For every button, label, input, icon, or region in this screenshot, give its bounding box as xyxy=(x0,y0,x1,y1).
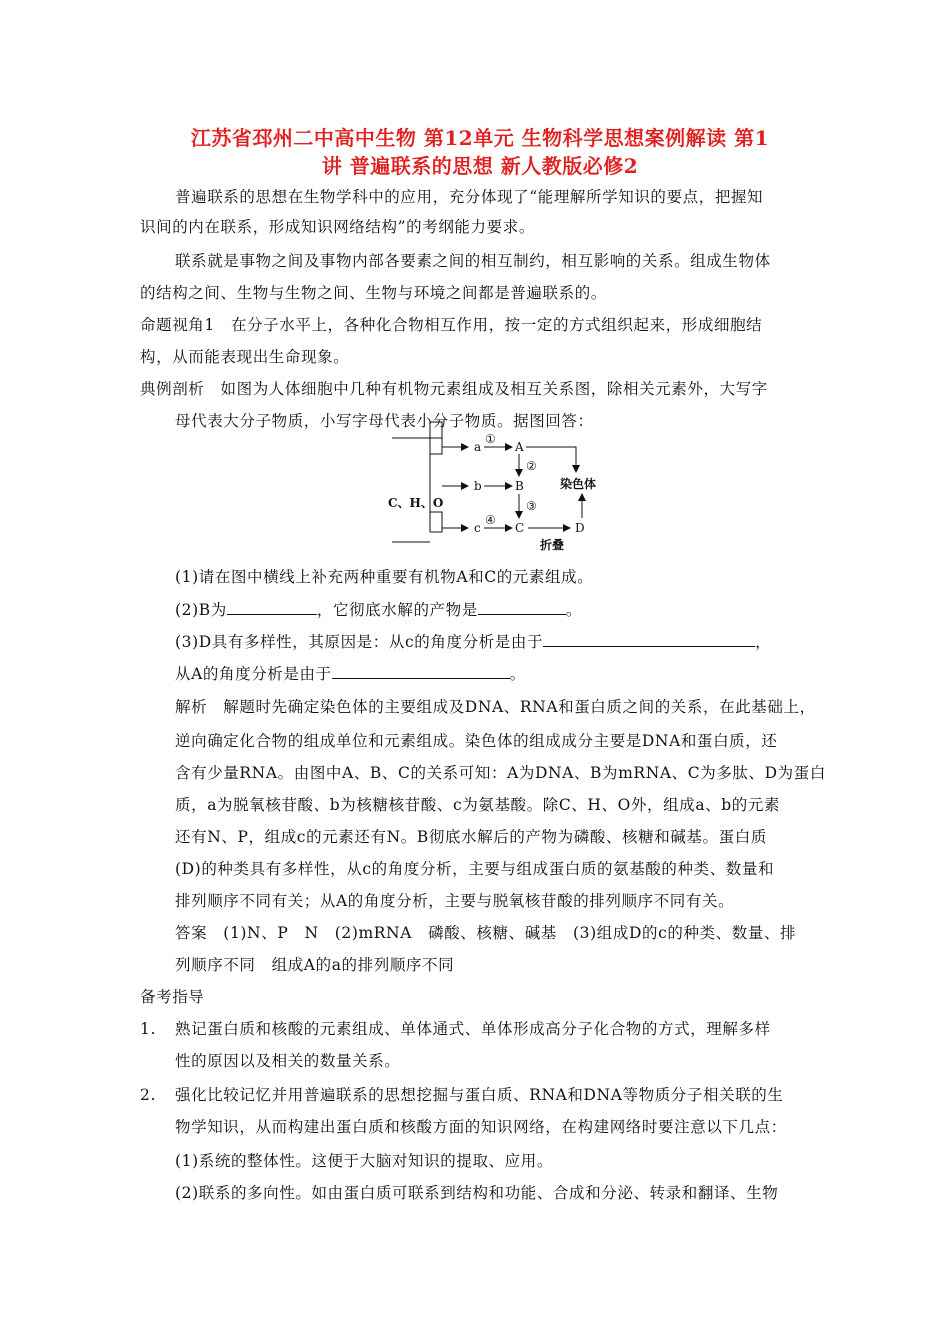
example-line-1: 典例剖析 如图为人体细胞中几种有机物元素组成及相互关系图，除相关元素外，大写字 xyxy=(140,380,768,398)
bracket-bottom xyxy=(430,512,442,532)
answer-blank-q2-2[interactable] xyxy=(478,598,566,615)
step-3: ③ xyxy=(526,499,537,513)
answer-blank-q2-1[interactable] xyxy=(227,598,317,615)
intro-paragraph-2-line-2: 的结构之间、生物与生物之间、生物与环境之间都是普遍联系的。 xyxy=(140,284,607,302)
analysis-line-6: (D)的种类具有多样性，从c的角度分析，主要与组成蛋白质的氨基酸的种类、数量和 xyxy=(175,860,775,878)
guide-item-2-number: 2. xyxy=(140,1086,156,1104)
analysis-line-3: 含有少量RNA。由图中A、B、C的关系可知：A为DNA、B为mRNA、C为多肽、D为蛋白 xyxy=(175,764,826,782)
intro-paragraph-2-line-1: 联系就是事物之间及事物内部各要素之间的相互制约，相互影响的关系。组成生物体 xyxy=(175,252,771,270)
document-title-line-2: 讲 普遍联系的思想 新人教版必修2 xyxy=(321,154,639,178)
guide-item-2-line-1: 强化比较记忆并用普遍联系的思想挖掘与蛋白质、RNA和DNA等物质分子相关联的生 xyxy=(175,1086,784,1104)
intro-paragraph-1-line-1: 普遍联系的思想在生物学科中的应用，充分体现了“能理解所学知识的要点，把握知 xyxy=(175,188,764,206)
label-a: a xyxy=(474,440,482,454)
label-c: c xyxy=(474,521,481,535)
answer-blank-q3-1[interactable] xyxy=(543,630,755,647)
guide-item-2-line-2: 物学知识，从而构建出蛋白质和核酸方面的知识网络，在构建网络时要注意以下几点： xyxy=(175,1118,787,1136)
step-2: ② xyxy=(526,459,537,473)
label-b: b xyxy=(474,479,482,493)
question-3-line-1: (3)D具有多样性，其原因是：从c的角度分析是由于 ， xyxy=(175,630,771,653)
step-1: ① xyxy=(485,432,496,446)
intro-paragraph-1-line-2: 识间的内在联系，形成知识网络结构”的考纲能力要求。 xyxy=(140,218,535,236)
guide-item-1-number: 1. xyxy=(140,1020,156,1038)
fold-label: 折叠 xyxy=(540,538,565,552)
document-title-line-1: 江苏省邳州二中高中生物 第12单元 生物科学思想案例解读 第1 xyxy=(190,126,770,150)
guide-item-2-sub-2: (2)联系的多向性。如由蛋白质可联系到结构和功能、合成和分泌、转录和翻译、生物 xyxy=(175,1184,779,1202)
analysis-line-4: 质，a为脱氧核苷酸、b为核糖核苷酸、c为氨基酸。除C、H、O外，组成a、b的元素 xyxy=(175,796,781,814)
label-A: A xyxy=(515,440,524,454)
compound-relation-diagram xyxy=(380,402,620,552)
guide-item-2-sub-1: (1)系统的整体性。这便于大脑对知识的提取、应用。 xyxy=(175,1152,553,1170)
answer-line-2: 列顺序不同 组成A的a的排列顺序不同 xyxy=(175,956,455,974)
angle-line-2: 构，从而能表现出生命现象。 xyxy=(140,348,350,366)
element-label: C、H、O xyxy=(388,496,444,510)
analysis-line-1: 解析 解题时先确定染色体的主要组成及DNA、RNA和蛋白质之间的关系，在此基础上， xyxy=(175,698,816,716)
guide-heading: 备考指导 xyxy=(140,988,205,1006)
example-line-2: 母代表大分子物质，小写字母代表小分子物质。据图回答： xyxy=(175,412,594,430)
step-4: ④ xyxy=(485,513,496,527)
analysis-line-5: 还有N、P，组成c的元素还有N。B彻底水解后的产物为磷酸、核糖和碱基。蛋白质 xyxy=(175,828,767,846)
label-C: C xyxy=(515,521,525,535)
guide-item-1-line-1: 熟记蛋白质和核酸的元素组成、单体通式、单体形成高分子化合物的方式，理解多样 xyxy=(175,1020,771,1038)
chromosome-label: 染色体 xyxy=(560,477,597,491)
question-1: (1)请在图中横线上补充两种重要有机物A和C的元素组成。 xyxy=(175,568,594,586)
answer-blank-q3-2[interactable] xyxy=(332,662,510,679)
question-3-line-2: 从A的角度分析是由于 。 xyxy=(175,662,526,685)
analysis-line-7: 排列顺序不同有关；从A的角度分析，主要与脱氧核苷酸的排列顺序不同有关。 xyxy=(175,892,735,910)
analysis-line-2: 逆向确定化合物的组成单位和元素组成。染色体的组成成分主要是DNA和蛋白质，还 xyxy=(175,732,778,750)
question-2: (2)B为 ，它彻底水解的产物是 。 xyxy=(175,598,582,621)
angle-line-1: 命题视角1 在分子水平上，各种化合物相互作用，按一定的方式组织起来，形成细胞结 xyxy=(140,316,763,334)
label-B: B xyxy=(515,479,524,493)
guide-item-1-line-2: 性的原因以及相关的数量关系。 xyxy=(175,1052,401,1070)
label-D: D xyxy=(575,521,585,535)
answer-line-1: 答案 (1)N、P N (2)mRNA 磷酸、核糖、碱基 (3)组成D的c的种类、数量、排 xyxy=(175,924,797,942)
